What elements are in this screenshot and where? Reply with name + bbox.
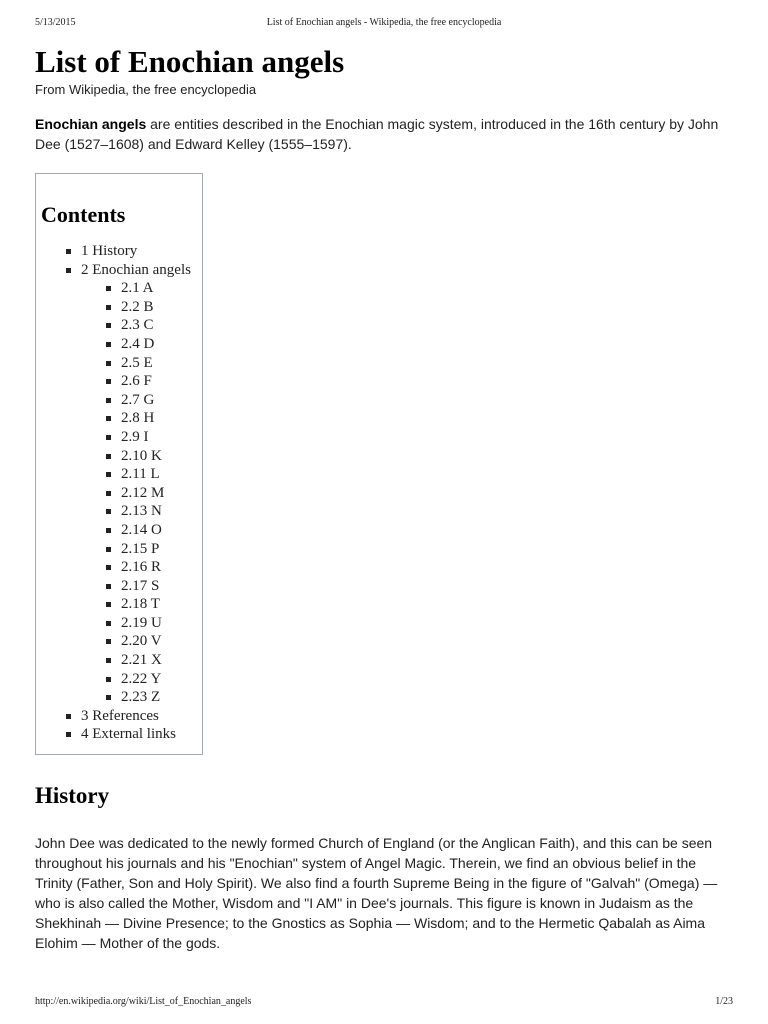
toc-link[interactable]: 1 History — [81, 243, 138, 259]
toc-item[interactable] — [36, 632, 202, 651]
lead-paragraph — [35, 114, 725, 154]
toc-link[interactable]: 3 References — [81, 707, 159, 724]
bullet-icon — [106, 491, 111, 496]
bullet-icon — [106, 565, 111, 570]
toc-link[interactable]: 2.9 I — [121, 428, 149, 445]
article-content — [35, 44, 725, 953]
toc-item[interactable] — [36, 521, 202, 540]
print-header — [35, 17, 733, 31]
toc-link[interactable]: 4 External links — [81, 726, 176, 743]
toc-link[interactable]: 2.16 R — [121, 559, 162, 576]
toc-link[interactable]: 2.17 S — [121, 577, 160, 594]
section-heading-history: History — [35, 783, 110, 809]
bullet-icon — [106, 472, 111, 477]
bullet-icon — [66, 714, 71, 719]
toc-item[interactable] — [36, 354, 202, 373]
toc-item[interactable] — [36, 447, 202, 466]
page-title: List of Enochian angels — [35, 44, 345, 79]
toc-item[interactable] — [36, 261, 202, 280]
bullet-icon — [106, 621, 111, 626]
toc-item[interactable] — [36, 316, 202, 335]
bullet-icon — [106, 695, 111, 700]
toc-item[interactable] — [36, 651, 202, 670]
lead-term: Enochian angels — [35, 116, 147, 132]
toc-link[interactable]: 2.14 O — [121, 521, 162, 538]
toc-link[interactable]: 2.10 K — [121, 447, 162, 464]
bullet-icon — [106, 547, 111, 552]
site-tagline: From Wikipedia, the free encyclopedia — [35, 82, 257, 97]
toc-link[interactable]: 2.6 F — [121, 373, 152, 390]
toc-item[interactable] — [36, 577, 202, 596]
toc-item[interactable] — [36, 484, 202, 503]
bullet-icon — [106, 658, 111, 663]
toc-link[interactable]: 2.12 M — [121, 484, 165, 501]
toc-link[interactable]: 2.18 T — [121, 596, 160, 613]
bullet-icon — [106, 361, 111, 366]
toc-item[interactable] — [36, 614, 202, 633]
bullet-icon — [106, 416, 111, 421]
toc-item[interactable] — [36, 540, 202, 559]
toc-link[interactable]: 2.13 N — [121, 503, 162, 520]
toc-item[interactable] — [36, 465, 202, 484]
toc-link[interactable]: 2.15 P — [121, 540, 160, 557]
toc-item[interactable] — [36, 335, 202, 354]
bullet-icon — [106, 323, 111, 328]
toc-item[interactable] — [36, 595, 202, 614]
toc-item[interactable] — [36, 242, 202, 261]
print-footer — [35, 996, 733, 1010]
bullet-icon — [106, 305, 111, 310]
toc-link[interactable]: 2.23 Z — [121, 689, 161, 706]
bullet-icon — [106, 342, 111, 347]
toc-item[interactable] — [36, 372, 202, 391]
toc-list — [36, 242, 202, 744]
bullet-icon — [66, 249, 71, 254]
toc-link[interactable]: 2.3 C — [121, 317, 154, 334]
toc-link[interactable]: 2.22 Y — [121, 670, 162, 687]
toc-link[interactable]: 2.19 U — [121, 614, 162, 631]
toc-item[interactable] — [36, 558, 202, 577]
bullet-icon — [106, 584, 111, 589]
toc-link[interactable]: 2.20 V — [121, 633, 162, 650]
lead-text: are entities described in the Enochian magic system, introduced in the 16th century by John Dee (1527–1608) and Edward Kelley (1555–1597). — [35, 116, 719, 152]
bullet-icon — [66, 268, 71, 273]
toc-item[interactable] — [36, 409, 202, 428]
toc-link[interactable]: 2.21 X — [121, 652, 162, 669]
toc-link[interactable]: 2.2 B — [121, 298, 154, 315]
toc-item[interactable] — [36, 725, 202, 744]
toc-link[interactable]: 2 Enochian angels — [81, 261, 191, 278]
bullet-icon — [106, 379, 111, 384]
toc-link[interactable]: 2.11 L — [121, 466, 160, 483]
bullet-icon — [106, 454, 111, 459]
toc-item[interactable] — [36, 502, 202, 521]
print-page-title: List of Enochian angels - Wikipedia, the free encyclopedia — [266, 17, 502, 28]
toc-item[interactable] — [36, 391, 202, 410]
toc-link[interactable]: 2.8 H — [121, 410, 155, 427]
toc-title: Contents — [41, 202, 126, 227]
print-date: 5/13/2015 — [35, 17, 76, 28]
bullet-icon — [106, 398, 111, 403]
toc-item[interactable] — [36, 428, 202, 447]
print-page-number: 1/23 — [715, 996, 733, 1007]
bullet-icon — [66, 732, 71, 737]
toc-item[interactable] — [36, 279, 202, 298]
table-of-contents — [35, 173, 203, 755]
toc-item[interactable] — [36, 670, 202, 689]
toc-link[interactable]: 2.5 E — [121, 354, 153, 371]
bullet-icon — [106, 639, 111, 644]
history-paragraph: John Dee was dedicated to the newly formed Church of England (or the Anglican Faith), and this can be seen throughout his journals and his "Enochian" system of Angel Magic. Therein, we find an obvious belief in the Trinity (Father, Son and Holy Spirit). We also find a fourth Supreme Being in the figure of "Galvah" (Omega) — who is also called the Mother, Wisdom and "I AM" in Dee's journals. This figure is known in Judaism as the Shekhinah — Divine Presence; to the Gnostics as Sophia — Wisdom; and to the Hermetic Qabalah as Aima Elohim — Mother of the gods. — [35, 835, 718, 952]
toc-item[interactable] — [36, 707, 202, 726]
bullet-icon — [106, 602, 111, 607]
print-url: http://en.wikipedia.org/wiki/List_of_Enochian_angels — [35, 996, 252, 1007]
toc-link[interactable]: 2.7 G — [121, 391, 155, 408]
bullet-icon — [106, 528, 111, 533]
bullet-icon — [106, 286, 111, 291]
toc-item[interactable] — [36, 688, 202, 707]
bullet-icon — [106, 509, 111, 514]
toc-link[interactable]: 2.4 D — [121, 335, 155, 352]
toc-item[interactable] — [36, 298, 202, 317]
bullet-icon — [106, 435, 111, 440]
bullet-icon — [106, 677, 111, 682]
toc-link[interactable]: 2.1 A — [121, 280, 154, 297]
